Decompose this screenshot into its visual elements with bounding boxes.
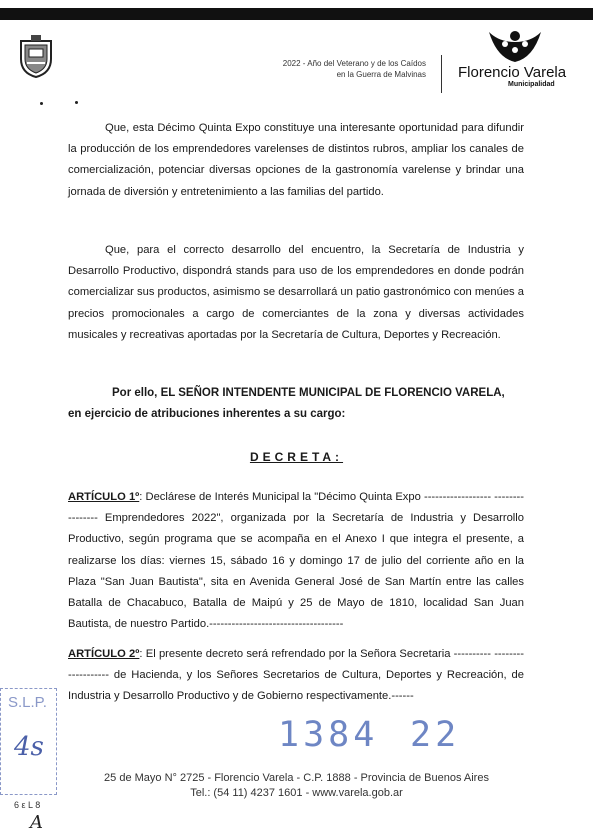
decree-year-stamp: 22 [410, 715, 461, 755]
articulo-2 [68, 644, 524, 708]
scan-top-border [0, 8, 593, 20]
margin-stamp-text: S.L.P. [8, 694, 47, 711]
handwritten-initial: A [30, 812, 43, 833]
por-ello-line1: Por ello, EL SEÑOR INTENDENTE MUNICIPAL DE FLORENCIO VARELA, [112, 387, 505, 399]
header-year-text [226, 58, 426, 80]
margin-handwritten-note: 6 ε L 8 [14, 800, 41, 810]
articulo-1 [68, 487, 524, 635]
signature-mark: 4s [14, 732, 44, 762]
footer-address: 25 de Mayo N° 2725 - Florencio Varela - C.P. 1888 - Provincia de Buenos Aires [104, 772, 489, 784]
florencio-varela-logo-icon [487, 28, 543, 64]
header-year-line1: 2022 - Año del Veterano y de los Caídos [282, 59, 426, 68]
header-divider [441, 55, 442, 93]
brand-subtitle: Municipalidad [508, 81, 555, 88]
paragraph-considerando-2 [68, 240, 524, 346]
articulo-1-heading: ARTÍCULO 1º [68, 491, 140, 503]
brand-name: Florencio Varela [458, 64, 567, 81]
articulo-1-text: : Declárese de Interés Municipal la "Décimo Quinta Expo ------------------ ---------------- Emprendedores 2022", organizada por la Secretaría de Industria y Desarrollo Productivo, según programa que se acompaña en el Anexo I que integra el presente, a realizarse los días: viernes 15, sábado 16 y domingo 17 de julio del corriente año en la Plaza "San Juan Bautista", sita en Avenida General José de San Martín entre las calles Batalla de Chacabuco, Batalla de Maipú y 25 de Mayo de 1810, localidad San Juan Bautista, de nuestro Partido.------------------------------------ [68, 491, 524, 631]
paragraph-text: Que, para el correcto desarrollo del encuentro, la Secretaría de Industria y Desarrollo Productivo, dispondrá stands para uso de los emprendedores en donde podrán comercializar sus productos, asimismo se desarrollará un patio gastronómico con menúes a precios promocionales a cargo de comerciantes de la zona y diversas actividades musicales y recreativas aportadas por la Secretaría de Cultura, Deportes y Recreación. [68, 244, 524, 341]
municipal-crest-icon [17, 33, 55, 79]
por-ello-line2: en ejercicio de atribuciones inherentes a su cargo: [68, 408, 346, 420]
scan-mark [75, 101, 78, 104]
paragraph-text: Que, esta Décimo Quinta Expo constituye una interesante oportunidad para difundir la producción de los emprendedores varelenses de distintos rubros, ampliar los canales de comercialización, potenciar diversas opciones de la gastronomía varelense y brindar una jornada de diversión y entretenimiento a las familias del partido. [68, 122, 524, 198]
articulo-2-text: : El presente decreto será refrendado por la Señora Secretaria ---------- ------------------- de Hacienda, y los Señores Secretarios de Cultura, Deportes y Recreación, de Industria y Desarrollo Productivo y de Gobierno respectivamente.------ [68, 648, 524, 703]
articulo-2-heading: ARTÍCULO 2º [68, 648, 140, 660]
footer-contact: Tel.: (54 11) 4237 1601 - www.varela.gob.ar [190, 787, 403, 799]
decreta-heading: DECRETA: [249, 450, 344, 464]
decree-number-stamp: 1384 [278, 715, 379, 755]
scan-mark [40, 102, 43, 105]
paragraph-considerando-1 [68, 118, 524, 203]
header-year-line2: en la Guerra de Malvinas [336, 70, 426, 79]
